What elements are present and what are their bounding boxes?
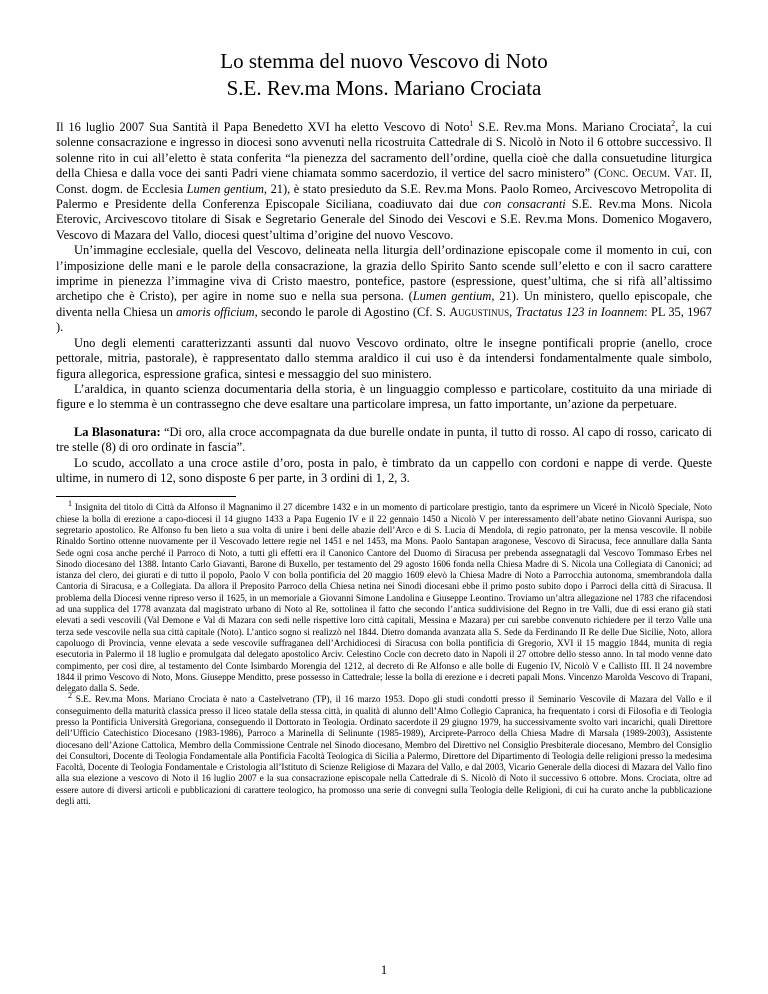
paragraph-1-text-f: S.E. Rev.ma Mons. Nicola Eterovic, Arcivescovo titolare di Sisak e Segretario Generale del Sinodo dei Vescovi e S.E. Rev.ma Mons. Domenico Mogavero, Vescovo di Mazara del Vallo, diocesi quest’ultima d’origine del nuovo Vescovo. [56,197,712,242]
footnote-number-1: 1 [68,499,72,509]
tractatus-title: Tractatus 123 in Ioannem [515,304,645,319]
blasonatura-text: “Di oro, alla croce accompagnata da due burelle ondate in punta, il tutto di rosso. Al capo di rosso, caricato di tre stelle (8) di oro ordinate in fascia”. [56,424,712,455]
paragraph-1-text-c: , la cui solenne consacrazione e ingresso in diocesi sono avvenuti nella ricostruita Cattedrale di S. Nicolò in Noto il 6 ottobre successivo. Il solenne rito in cui all’eletto è stata conferita “la pienezza del sacramento dell’ordine, quella cioè che dalla consuetudine liturgica della Chiesa e dalla voce dei santi Padri viene chiamata sommo sacerdozio, il vertice del sacro ministero” ( [56,120,712,181]
paragraph-1 [56,120,712,243]
paragraph-2-text-d: , [509,304,516,319]
paragraph-6: Lo scudo, accollato a una croce astile d’oro, posta in palo, è timbrato da un cappello con cordoni e nappe di verde. Queste ultime, in numero di 12, sono disposte 6 per parte, in 3 ordini di 1, 2, 3. [56,455,712,485]
paragraph-1-text-b: S.E. Rev.ma Mons. Mariano Crociata [473,120,672,134]
page-title [56,48,712,102]
footnote-1 [56,499,712,694]
title-line-2: S.E. Rev.ma Mons. Mariano Crociata [226,76,542,100]
paragraph-3: Uno degli elementi caratterizzanti assunti dal nuovo Vescovo ordinato, oltre le insegne pontificali proprie (anello, croce pettorale, mitria, pastorale), è rappresentato dallo stemma araldico il cui uso è da intendersi fondamentalmente quale simbolo, figura allegorica, espressione grafica, sintesi e messaggio del suo ministero. [56,335,712,381]
con-consacranti-term: con consacranti [483,197,566,212]
footnote-2-text: S.E. Rev.ma Mons. Mariano Crociata è nato a Castelvetrano (TP), il 16 marzo 1953. Dopo gli studi condotti presso il Seminario Vescovile di Mazara del Vallo e il conseguimento della maturità classica presso il liceo statale della stessa città, in qualità di alunno dell’Almo Collegio Capranica, ha frequentato i corsi di Filosofia e di Teologia presso la Pontificia Università Gregoriana, conseguendo il Dottorato in Teologia. Ordinato sacerdote il 29 giugno 1979, ha successivamente svolto vari incarichi, quali Direttore dell’Ufficio Catechistico Diocesano (1983-1986), Parroco a Marinella di Selinunte (1985-1989), Arciprete-Parroco della Chiesa Madre di Marsala (1989-2003), Assistente diocesano dell’Azione Cattolica, Membro della Commissione Centrale nel Sinodo diocesano, Membro del Direttivo nel Consiglio Presbiterale diocesano, Membro del Consiglio dei Consultori, Docente di Teologia Fondamentale alla Pontificia Facoltà Teologica di Sicilia a Palermo, Direttore del Dipartimento di Teologia delle religioni presso la medesima Facoltà, Docente di Teologia Fondamentale e Cristologia all’Istituto di Scienze Religiose di Mazara del Vallo, e dal 2003, Vicario Generale della diocesi di Mazara del Vallo fino alla sua elezione a vescovo di Noto il 16 luglio 2007 e la sua consacrazione episcopale nella Cattedrale di S. Nicolò di Noto il successivo 6 ottobre. Mons. Crociata, oltre ad essere autore di diversi articoli e pubblicazioni di carattere teologico, ha promosso una serie di convegni sulla Teologia delle Religioni, di cui ha curato anche la pubblicazione degli atti. [56,694,712,807]
paragraph-1-text-d: II, Const. dogm. de Ecclesia [56,166,713,196]
page-number: 1 [380,962,388,977]
council-citation: Conc. Oecum. Vat. [598,166,697,181]
paragraph-2-text-c: , secondo le parole di Agostino (Cf. S. [254,304,450,319]
title-line-1: Lo stemma del nuovo Vescovo di Noto [220,49,548,73]
paragraph-1-text-e: , 21), è stato presieduto da S.E. Rev.ma Mons. Paolo Romeo, Arcivescovo Metropolita di Palermo e Presidente della Conferenza Episcopale Siciliana, coadiuvato dai due [56,181,713,212]
augustinus-citation: Augustinus [449,304,510,319]
lumen-gentium-title: Lumen gentium [186,181,264,196]
footnote-ref-2[interactable]: 2 [671,118,676,128]
footnotes [56,499,712,807]
footnote-ref-1[interactable]: 1 [469,118,474,128]
lumen-gentium-title: Lumen gentium [412,289,492,304]
paragraph-blasonatura [56,425,712,456]
footnote-separator [56,496,236,497]
amoris-officium-term: amoris officium [176,304,255,319]
paragraph-2-text-b: , 21). Un ministero, quello episcopale, che diventa nella Chiesa un [56,289,712,319]
paragraph-2-text-a: Un’immagine ecclesiale, quella del Vescovo, delineata nella liturgia dell’ordinazione episcopale come il momento in cui, con l’imposizione delle mani e le parole della consacrazione, la grazia dello Spirito Santo scende sull’eletto e con il sacro carattere imprime in pienezza l’immagine viva di Cristo maestro, pontefice, pastore (espressione, quest’ultima, che si rifà all’altissimo archetipo che è Cristo), per agire in nome suo e nella sua persona. ( [56,243,712,304]
footnote-number-2: 2 [68,691,72,701]
footnote-2 [56,691,712,807]
paragraph-4: L’araldica, in quanto scienza documentaria della storia, è un linguaggio complesso e particolare, costituito da una miriade di figure e lo stemma è un contrassegno che deve esaltare una particolare impresa, un fatto importante, un’azione da perpetuare. [56,381,712,412]
paragraph-2 [56,243,712,335]
main-text [56,120,712,486]
footnote-1-text: Insignita del titolo di Città da Alfonso il Magnanimo il 27 dicembre 1432 e in un momento di particolare prestigio, tanto da esprimere un Viceré in Nicolò Speciale, Noto chiese la bolla di erezione a capo-diocesi il 14 giugno 1433 a Papa Eugenio IV e il 22 gennaio 1450 a Nicolò V per interessamento dell’abate netino Giovanni Aurispa, suo segretario apostolico. Re Alfonso fu ben lieto a sua volta di unire i beni delle abazie dell’Arco e di S. Lucia di Mendola, di regio patronato, per la mensa vescovile. Il nobile Rinaldo Sortino ottenne nuovamente per il Vescovado lettere regie nel 1451 e nel 1453, ma Mons. Paolo Santapan aragonese, Vescovo di Siracusa, fece annullare dalla Santa Sede ogni cosa anche perché il Parroco di Noto, a tutti gli effetti era il Canonico Cantore del Duomo di Siracusa per prebenda assegnatagli dal Vescovo Tommaso Erbes nel Sinodo diocesano del 1388. Intanto Carlo Giavanti, Barone di Buxello, per testamento del 29 agosto 1606 fonda nella Chiesa Madre di S. Nicola una Collegiata di Canonici; ad istanza del clero, dei giurati e di tutto il popolo, Paolo V con bolla pontificia del 20 maggio 1609 elevò la Chiesa Madre di Noto a Parrocchia autonoma, smembrandola dalla Cantoria di Siracusa, e a Collegiata. Da allora il Preposito Parroco della Chiesa netina nei Sinodi diocesani ebbe il primo posto subito dopo i Parroci della città di Siracusa. Il problema della Diocesi venne ripreso verso il 1625, in un memoriale a Giovanni Simone Landolina e Giuseppe Leontino. Troviamo un’altra allegazione nel 1783 che rifacendosi ad una supplica del 1778 avanzata dal magistrato urbano di Noto al Re, sottolinea il fatto che secondo l’antica suddivisione del Regno in tre Valli, due di essi erano già stati elevati a sedi vescovili (Val Demone e Val di Mazara con sedi nelle rispettive loro città capitali, Messina e Mazara) per cui sarebbe convenuto richiedere per il terzo Valle una terza sede vescovile nella sua città capitale (Noto). L’antico sogno si realizzò nel 1844. Dietro domanda avanzata alla S. Sede da Ferdinando II Re delle Due Sicilie, Noto, allora capoluogo di Provincia, venne elevata a sede vescovile suffraganea dell’Archidiocesi di Siracusa con bolla pontificia di Gregorio, XVI il 15 maggio 1844, munita di regia esecutoria in Palermo il 18 luglio e promulgata dal delegato apostolico Arciv. Celestino Cocle con decreto dato in Napoli il 27 ottobre dello stesso anno. In tal modo venne dato compimento, per così dire, al testamento del Conte Isimbardo Morengia del 1212, al decreto di Re Alfonso e alle bolle di Eugenio IV, Nicolò V e Callisto III. Il 24 novembre 1844 il primo Vescovo di Noto, Mons. Giuseppe Menditto, prese possesso in Cattedrale; lesse la bolla di erezione e i decreti papali Mons. Vincenzo Marolda Vescovo di Trapani, delegato dalla S. Sede. [56,502,712,694]
paragraph-1-text-a: Il 16 luglio 2007 Sua Santità il Papa Benedetto XVI ha eletto Vescovo di Noto [56,120,470,134]
blasonatura-label: La Blasonatura: [74,424,161,439]
paragraph-2-text-e: : PL 35, 1967 ). [56,304,712,335]
